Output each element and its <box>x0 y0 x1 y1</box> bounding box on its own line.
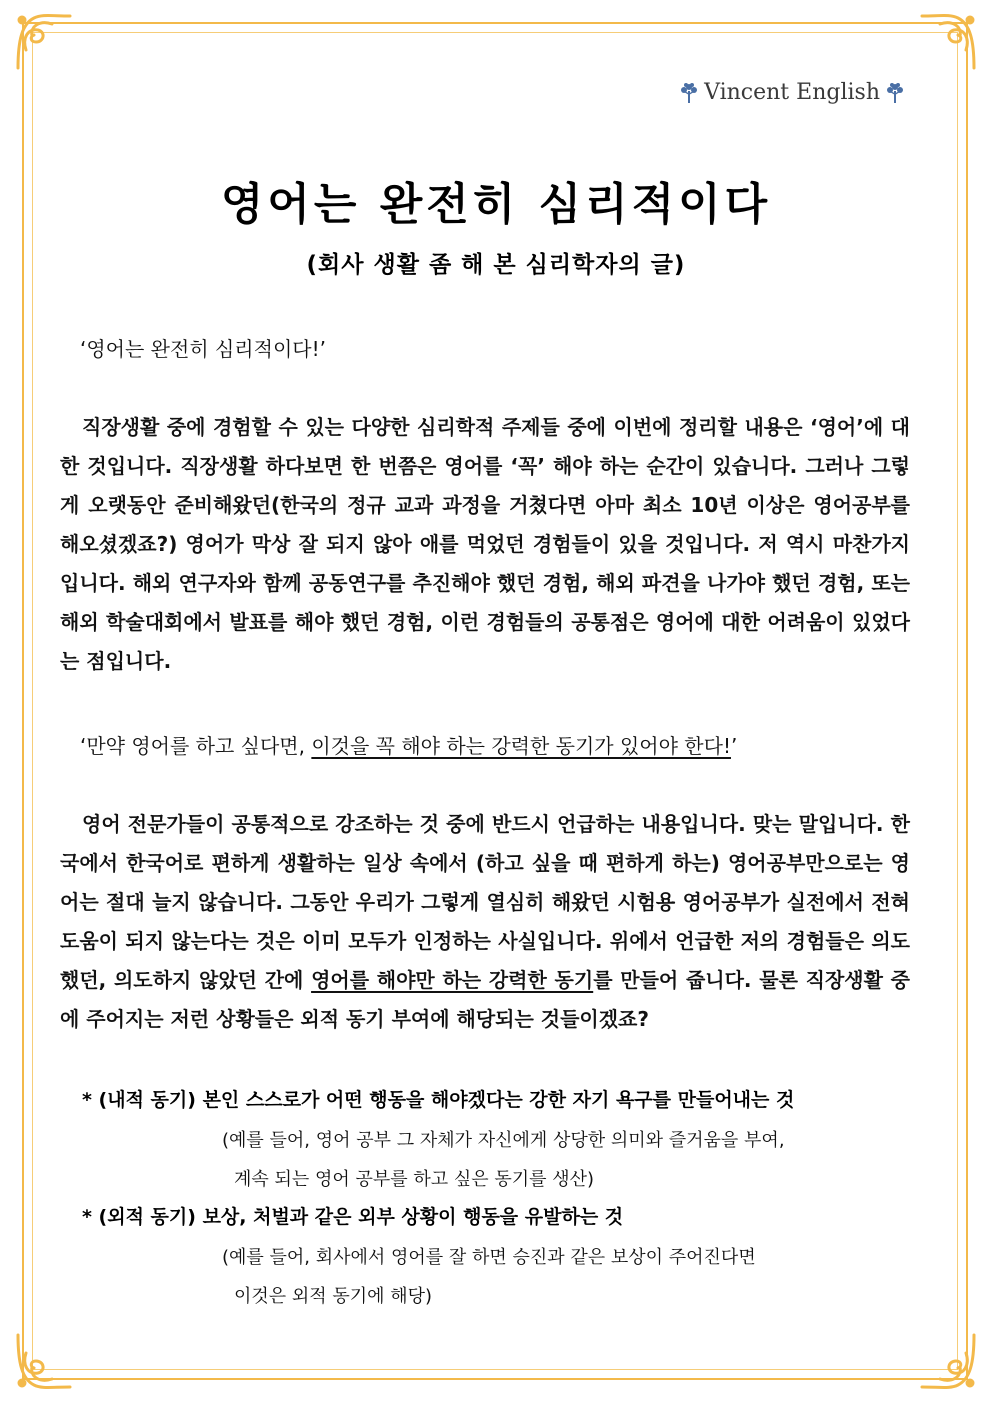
corner-ornament-icon <box>916 1329 980 1393</box>
example-line: (예를 들어, 회사에서 영어를 잘 하면 승진과 같은 보상이 주어진다면 <box>222 1247 756 1268</box>
example-line: 계속 되는 영어 공부를 하고 싶은 동기를 생산) <box>234 1169 595 1190</box>
tree-icon <box>884 81 906 105</box>
bullet-item: * (내적 동기) 본인 스스로가 어떤 행동을 해야겠다는 강한 자기 욕구를 만들어내는 것 <box>82 1089 795 1111</box>
quote-heading <box>80 730 737 759</box>
example-line: (예를 들어, 영어 공부 그 자체가 자신에게 상당한 의미와 즐거움을 부여, <box>222 1130 785 1151</box>
tree-icon <box>678 81 700 105</box>
corner-ornament-icon <box>12 10 76 74</box>
paragraph <box>60 805 910 1039</box>
page-title: 영어는 완전히 심리적이다 <box>220 179 772 230</box>
corner-ornament-icon <box>916 10 980 74</box>
quote-heading: ‘영어는 완전히 심리적이다!’ <box>80 337 326 361</box>
paragraph-underlined-text: 영어를 해야만 하는 강력한 동기 <box>311 968 594 992</box>
paragraph-text: 를 만들어 줍니다. 물론 직장생활 중에 주어지는 저런 상황들은 외적 동기 부여에 해당되는 것들이겠죠? <box>60 968 910 1031</box>
example-line: 이것은 외적 동기에 해당) <box>234 1286 433 1307</box>
bullet-item: * (외적 동기) 보상, 처벌과 같은 외부 상황이 행동을 유발하는 것 <box>82 1206 624 1228</box>
paragraph: 직장생활 중에 경험할 수 있는 다양한 심리학적 주제들 중에 이번에 정리할 내용은 ‘영어’에 대한 것입니다. 직장생활 하다보면 한 번쯤은 영어를 ‘꼭’ 해야 하는 순간이 있습니다. 그러나 그렇게 오랫동안 준비해왔던(한국의 정규 교과 과정을 거쳤다면 아마 최소 10년 이상은 영어공부를 해오셨겠죠?) 영어가 막상 잘 되지 않아 애를 먹었던 경험들이 있을 것입니다. 저 역시 마찬가지입니다. 해외 연구자와 함께 공동연구를 추진해야 했던 경험, 해외 파견을 나가야 했던 경험, 또는 해외 학술대회에서 발표를 해야 했던 경험, 이런 경험들의 공통점은 영어에 대한 어려움이 있었다는 점입니다. <box>60 415 910 673</box>
quote-text: ’ <box>730 734 738 758</box>
page-subtitle: (회사 생활 좀 해 본 심리학자의 글) <box>306 252 686 278</box>
quote-underlined-text: 이것을 꼭 해야 하는 강력한 동기가 있어야 한다! <box>311 734 731 758</box>
brand-name: Vincent English <box>704 80 880 105</box>
corner-ornament-icon <box>12 1329 76 1393</box>
paragraph-text: 영어 전문가들이 공통적으로 강조하는 것 중에 반드시 언급하는 내용입니다. 맞는 말입니다. 한국에서 한국어로 편하게 생활하는 일상 속에서 (하고 싶을 때 편하게 하는) 영어공부만으로는 영어는 절대 늘지 않습니다. 그동안 우리가 그렇게 열심히 해왔던 시험용 영어공부가 실전에서 전혀 도움이 되지 않는다는 것은 이미 모두가 인정하는 사실입니다. 위에서 언급한 저의 경험들은 의도했던, 의도하지 않았던 간에 <box>60 812 910 992</box>
quote-text: ‘만약 영어를 하고 싶다면, <box>80 734 312 758</box>
brand-logo <box>678 80 906 105</box>
